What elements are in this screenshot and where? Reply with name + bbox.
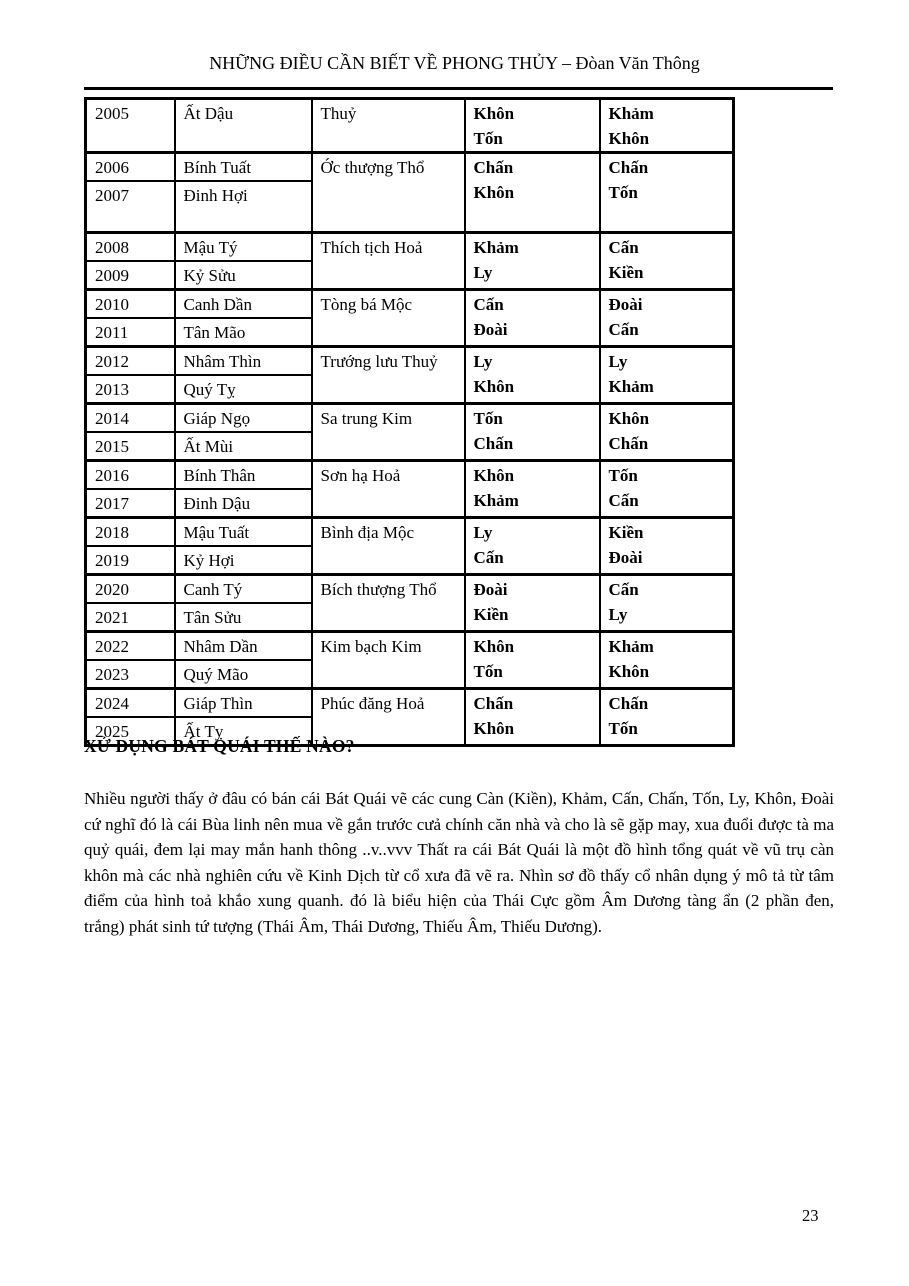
trigram-line: Chấn	[608, 158, 649, 177]
year-cell: 2009	[86, 261, 175, 290]
table-row	[86, 460, 734, 489]
trigram-line: Tốn	[608, 465, 638, 485]
trigram-line: Khôn	[608, 661, 650, 681]
table-row	[86, 346, 734, 375]
trigram-line: Khảm	[473, 237, 519, 257]
table-row	[86, 153, 734, 182]
year-cell: 2025	[86, 717, 175, 746]
zodiac-name-cell: Canh Dần	[175, 289, 312, 318]
section-heading: XỬ DỤNG BÁT QUÁI THẾ NÀO?	[84, 736, 355, 756]
element-cell: Thích tịch Hoả	[312, 232, 465, 289]
year-cell: 2015	[86, 432, 175, 461]
element-cell: Thuỷ	[312, 99, 465, 153]
trigram-line: Ly	[473, 522, 493, 542]
zodiac-name-cell: Đinh Hợi	[175, 181, 312, 232]
table-row	[86, 574, 734, 603]
year-cell: 2021	[86, 603, 175, 632]
trigram-line: Khảm	[608, 636, 654, 656]
trigram-line: Khôn	[473, 718, 515, 738]
zodiac-name-cell: Mậu Tuất	[175, 517, 312, 546]
trigram-line: Tốn	[473, 408, 503, 428]
element-cell: Kim bạch Kim	[312, 631, 465, 688]
year-cell: 2014	[86, 403, 175, 432]
zodiac-name-cell: Đinh Dậu	[175, 489, 312, 518]
year-cell: 2023	[86, 660, 175, 689]
trigram-line: Chấn	[473, 433, 514, 453]
trigram-a-cell	[465, 232, 600, 289]
trigram-b-cell	[600, 403, 734, 460]
element-cell: Bình địa Mộc	[312, 517, 465, 574]
zodiac-name-cell: Nhâm Thìn	[175, 346, 312, 375]
table-row	[86, 517, 734, 546]
trigram-line: Kiền	[473, 604, 509, 624]
trigram-line: Khôn	[473, 183, 515, 202]
trigram-line: Kiền	[608, 522, 644, 542]
trigram-line: Cấn	[608, 490, 639, 510]
trigram-line: Ly	[608, 351, 628, 371]
element-cell: Tòng bá Mộc	[312, 289, 465, 346]
trigram-line: Khôn	[473, 376, 515, 396]
trigram-a-cell	[465, 517, 600, 574]
year-cell: 2024	[86, 688, 175, 717]
element-cell: Sa trung Kim	[312, 403, 465, 460]
trigram-line: Ly	[608, 604, 628, 624]
zodiac-name-cell: Kỷ Sửu	[175, 261, 312, 290]
year-cell: 2017	[86, 489, 175, 518]
zodiac-name-cell: Tân Mão	[175, 318, 312, 347]
year-cell: 2013	[86, 375, 175, 404]
header-rule	[84, 87, 833, 90]
year-cell: 2011	[86, 318, 175, 347]
bagua-year-table-body	[86, 99, 734, 746]
trigram-b-cell	[600, 688, 734, 745]
zodiac-name-cell: Kỷ Hợi	[175, 546, 312, 575]
trigram-line: Cấn	[608, 319, 639, 339]
table-row	[86, 688, 734, 717]
year-cell: 2022	[86, 631, 175, 660]
trigram-line: Chấn	[608, 693, 649, 713]
trigram-b-cell	[600, 574, 734, 631]
year-cell: 2010	[86, 289, 175, 318]
zodiac-name-cell: Giáp Ngọ	[175, 403, 312, 432]
year-cell: 2005	[86, 99, 175, 153]
trigram-b-cell	[600, 99, 734, 153]
trigram-line: Cấn	[608, 237, 639, 257]
year-cell: 2019	[86, 546, 175, 575]
trigram-line: Khôn	[608, 129, 650, 148]
table-row	[86, 232, 734, 261]
trigram-b-cell	[600, 153, 734, 233]
trigram-line: Khôn	[608, 408, 650, 428]
zodiac-name-cell: Quý Mão	[175, 660, 312, 689]
element-cell: Ớc thượng Thổ	[312, 153, 465, 233]
trigram-b-cell	[600, 289, 734, 346]
trigram-line: Tốn	[473, 661, 503, 681]
trigram-line: Khảm	[608, 104, 654, 123]
year-cell: 2012	[86, 346, 175, 375]
body-paragraph: Nhiều người thấy ở đâu có bán cái Bát Quái vẽ các cung Càn (Kiền), Khảm, Cấn, Chấn, Tốn, Ly, Khôn, Đoài cứ nghĩ đó là cái Bùa linh nên mua về gắn trước cưả chính căn nhà và cho là sẽ gặp may, xua đuổi được tà ma quỷ quái, đem lại may mắn hanh thông ..v..vvv Thất ra cái Bát Quái là một đồ hình tổng quát về vũ trụ càn khôn mà các nhà nghiên cứu về Kinh Dịch từ cổ xưa đã vẽ ra. Nhìn sơ đồ thấy cổ nhân dụng ý mô tả từ tâm điểm của hình toả khắo xung quanh. đó là biểu hiện của Thái Cực gồm Âm Dương tàng ẩn (2 phần đen, trắng) phát sinh tứ tượng (Thái Âm, Thái Dương, Thiếu Âm, Thiếu Dương).	[84, 789, 834, 936]
table-row	[86, 289, 734, 318]
trigram-a-cell	[465, 289, 600, 346]
trigram-a-cell	[465, 346, 600, 403]
year-cell: 2008	[86, 232, 175, 261]
trigram-b-cell	[600, 631, 734, 688]
element-cell: Bích thượng Thổ	[312, 574, 465, 631]
trigram-line: Cấn	[473, 547, 504, 567]
trigram-line: Ly	[473, 351, 493, 371]
trigram-line: Đoài	[473, 579, 508, 599]
year-cell: 2006	[86, 153, 175, 182]
trigram-line: Khôn	[473, 465, 515, 485]
trigram-line: Đoài	[608, 547, 643, 567]
trigram-line: Đoài	[473, 319, 508, 339]
trigram-a-cell	[465, 631, 600, 688]
element-cell: Phúc đăng Hoả	[312, 688, 465, 745]
bagua-year-table	[84, 97, 735, 747]
trigram-a-cell	[465, 688, 600, 745]
table-row	[86, 631, 734, 660]
trigram-b-cell	[600, 517, 734, 574]
trigram-line: Khôn	[473, 104, 515, 123]
trigram-line: Chấn	[473, 158, 514, 177]
trigram-line: Đoài	[608, 294, 643, 314]
trigram-line: Tốn	[608, 718, 638, 738]
zodiac-name-cell: Ất Dậu	[175, 99, 312, 153]
trigram-a-cell	[465, 574, 600, 631]
trigram-b-cell	[600, 346, 734, 403]
zodiac-name-cell: Canh Tý	[175, 574, 312, 603]
zodiac-name-cell: Tân Sửu	[175, 603, 312, 632]
zodiac-name-cell: Ất Tỵ	[175, 717, 312, 746]
table-row	[86, 403, 734, 432]
year-cell: 2007	[86, 181, 175, 232]
element-cell: Sơn hạ Hoả	[312, 460, 465, 517]
trigram-line: Khảm	[473, 490, 519, 510]
zodiac-name-cell: Mậu Tý	[175, 232, 312, 261]
trigram-a-cell	[465, 403, 600, 460]
element-cell: Trướng lưu Thuỷ	[312, 346, 465, 403]
zodiac-name-cell: Quý Tỵ	[175, 375, 312, 404]
trigram-line: Chấn	[608, 433, 649, 453]
zodiac-name-cell: Ất Mùi	[175, 432, 312, 461]
zodiac-name-cell: Nhâm Dần	[175, 631, 312, 660]
trigram-line: Khôn	[473, 636, 515, 656]
trigram-line: Khảm	[608, 376, 654, 396]
trigram-line: Ly	[473, 262, 493, 282]
year-cell: 2020	[86, 574, 175, 603]
trigram-b-cell	[600, 460, 734, 517]
trigram-line: Cấn	[608, 579, 639, 599]
document-header-title: NHỮNG ĐIỀU CẦN BIẾT VỀ PHONG THỦY – Đòan Văn Thông	[209, 53, 700, 73]
trigram-line: Tốn	[608, 183, 638, 202]
trigram-a-cell	[465, 153, 600, 233]
table-row	[86, 99, 734, 153]
trigram-b-cell	[600, 232, 734, 289]
page-number: 23	[802, 1206, 819, 1225]
trigram-line: Kiền	[608, 262, 644, 282]
trigram-a-cell	[465, 99, 600, 153]
zodiac-name-cell: Bính Tuất	[175, 153, 312, 182]
zodiac-name-cell: Bính Thân	[175, 460, 312, 489]
trigram-a-cell	[465, 460, 600, 517]
trigram-line: Cấn	[473, 294, 504, 314]
zodiac-name-cell: Giáp Thìn	[175, 688, 312, 717]
trigram-line: Tốn	[473, 129, 503, 148]
year-cell: 2016	[86, 460, 175, 489]
trigram-line: Chấn	[473, 693, 514, 713]
year-cell: 2018	[86, 517, 175, 546]
